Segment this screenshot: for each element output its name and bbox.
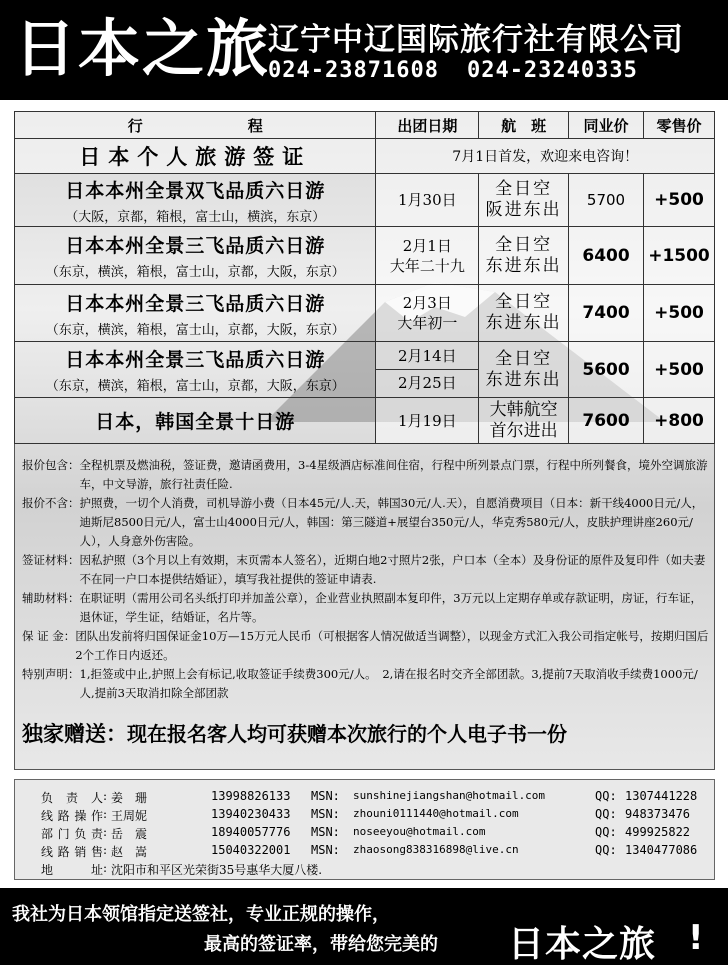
contact-qq: 499925822: [625, 825, 691, 839]
tour-route: 东进东出: [485, 369, 562, 390]
included-text: 全程机票及燃油税，签证费，邀请函费用，3-4星级酒店标准间住宿，行程中所列景点门票，行程中所列餐食，境外空调旅游车，中文导游，旅行社责任险.: [79, 458, 708, 491]
contact-phone: 18940057776: [211, 825, 291, 839]
notes-text: 1,拒签或中止,护照上会有标记,收取签证手续费300元/人。 2,请在报名时交齐全部团款。3,提前7天取消收手续费1000元/人,提前3天取消扣除全部团款: [79, 667, 698, 700]
notes-label: 特别声明：: [22, 667, 80, 681]
tour-date: 2月14日: [376, 343, 478, 370]
tour-airline: 全日空: [495, 179, 553, 199]
visa-materials-row: [22, 551, 710, 589]
contact-msn: zhaosong838316898@live.cn: [353, 843, 519, 856]
table-header-row: [15, 112, 715, 139]
tour-retail-price: +800: [654, 410, 704, 431]
tour-retail-price: +1500: [648, 245, 710, 266]
itinerary-table: [14, 111, 715, 444]
notes-row: [22, 665, 710, 703]
visa-row: [15, 139, 715, 174]
header-peer-price: 同业价: [569, 112, 644, 139]
contact-qq: 948373476: [625, 807, 691, 821]
address-label: 地 址: [41, 863, 103, 877]
header-retail-price: 零售价: [643, 112, 714, 139]
tour-row: [15, 227, 715, 285]
visa-materials-text: 因私护照（3个月以上有效期，末页需本人签名），近期白地2寸照片2张，户口本（全本）及身份证的原件及复印件（如夫妻不在同一户口本提供结婚证），填写我社提供的签证申请表.: [79, 553, 706, 586]
gift-banner: [22, 718, 712, 748]
header-route: 行 程: [15, 112, 376, 139]
contact-phone: 15040322001: [211, 843, 291, 857]
info-section: [22, 456, 710, 703]
footer-banner: [0, 888, 728, 965]
contact-msn: zhouni0111440@hotmail.com: [353, 807, 519, 820]
contact-qq: 1340477086: [625, 843, 698, 857]
tour-date-2: 2月25日: [398, 373, 457, 392]
tour-cities: （东京，横滨，箱根，富士山，京都，大阪，东京）: [45, 379, 345, 394]
deposit-row: [22, 627, 710, 665]
footer-exclamation: !: [688, 918, 704, 958]
tour-date-note: 大年初一: [397, 314, 458, 332]
header-date: 出团日期: [376, 112, 479, 139]
contact-qq: 1307441228: [625, 789, 698, 803]
tour-date: 2月1日: [402, 236, 452, 255]
address-text: 沈阳市和平区光荣街35号惠华大厦八楼.: [111, 863, 323, 877]
tour-retail-price: +500: [654, 359, 704, 380]
tour-route: 东进东出: [485, 313, 562, 333]
gift-label: 独家赠送：: [22, 722, 127, 746]
tour-title: 日本本州全景双飞品质六日游: [65, 179, 326, 202]
excluded-label: 报价不含：: [22, 496, 80, 510]
tour-cities: （东京，横滨，箱根，富士山，京都，大阪，东京）: [45, 265, 345, 280]
excluded-row: [22, 494, 710, 551]
tour-airline: 全日空: [495, 348, 553, 369]
tour-route: 阪进东出: [485, 200, 562, 220]
tour-row: [15, 285, 715, 342]
footer-line-2: 最高的签证率，带给您完美的: [204, 934, 438, 955]
tour-date: 1月30日: [398, 191, 457, 209]
tour-route: 东进东出: [485, 255, 562, 276]
tour-airline: 全日空: [495, 234, 553, 255]
gift-text: 现在报名客人均可获赠本次旅行的个人电子书一份: [127, 722, 567, 746]
contact-phone: 13998826133: [211, 789, 291, 803]
footer-line-1: 我社为日本领馆指定送签社，专业正规的操作，: [12, 904, 390, 925]
included-label: 报价包含：: [22, 458, 80, 472]
header-phones: [268, 58, 666, 83]
header-flight: 航 班: [479, 112, 569, 139]
tour-peer-price: 5700: [586, 191, 626, 209]
included-row: [22, 456, 710, 494]
tour-peer-price: 6400: [582, 245, 630, 266]
tour-row: [15, 398, 715, 444]
tour-title: 日本本州全景三飞品质六日游: [65, 292, 326, 315]
deposit-text: 团队出发前将归国保证金10万—15万元人民币（可根据客人情况做适当调整），以现金方式汇入我公司指定帐号，按期归国后2个工作日内返还。: [75, 629, 709, 662]
phone-1: 024-23871608: [268, 58, 439, 83]
tour-cities: （东京，横滨，箱根，富士山，京都，大阪，东京）: [45, 322, 345, 338]
tour-airline: 大韩航空: [489, 399, 558, 420]
contact-phone: 13940230433: [211, 807, 291, 821]
tour-cities: （大阪，京都，箱根，富士山，横滨，东京）: [65, 209, 326, 225]
aux-materials-label: 辅助材料：: [22, 591, 80, 605]
tour-peer-price: 7600: [582, 410, 630, 431]
phone-2: 024-23240335: [466, 58, 638, 83]
tour-title: 日本本州全景三飞品质六日游: [65, 349, 326, 371]
tour-retail-price: +500: [654, 303, 704, 323]
tour-peer-price: 7400: [582, 303, 630, 323]
excluded-text: 护照费，一切个人消费，司机导游小费（日本45元/人.天，韩国30元/人.天），自愿消费项目（日本：新干线4000日元/人，迪斯尼8500日元/人，富士山4000日元/人，韩国：第三隧道+展望台350元/人，华克秀580元/人，皮肤护理讲座260元/人），人身意外伤害险。: [79, 496, 704, 548]
brand-title: 日本之旅: [14, 12, 271, 85]
tour-title: 日本，韩国全景十日游: [95, 411, 296, 433]
company-name: 辽宁中辽国际旅行社有限公司: [268, 22, 684, 58]
contacts-box: 负责人 : 姜 珊 13998826133 MSN: sunshinejiangshan@hotmail.com QQ: 1307441228 线路操作 : 王周妮 13940230433 MSN: zhouni0111440@hotmail.com QQ: 948373476 部门负责 : 岳 震 18940057776 MSN: noseeyou@hotmail.com QQ: 499925822 线路销售 : 赵 嵩 15040322001 MSN: zhaosong838316898@live.cn QQ: 1340477086 地 址 : 沈阳市和平区光荣街35号惠华大厦八楼.: [14, 779, 715, 880]
footer-brand: 日本之旅: [508, 924, 657, 965]
tour-row: [15, 342, 715, 398]
tour-retail-price: +500: [654, 190, 704, 210]
contact-msn: sunshinejiangshan@hotmail.com: [353, 789, 546, 802]
deposit-label: 保 证 金：: [22, 629, 76, 643]
aux-materials-row: [22, 589, 710, 627]
header-banner: [0, 0, 728, 100]
visa-materials-label: 签证材料：: [22, 553, 80, 567]
tour-title: 日本本州全景三飞品质六日游: [65, 235, 326, 257]
contact-msn: noseeyou@hotmail.com: [353, 825, 486, 838]
tour-date-note: 大年二十九: [389, 256, 465, 275]
tour-airline: 全日空: [495, 292, 553, 312]
tour-route: 首尔进出: [489, 420, 558, 441]
tour-row: [15, 174, 715, 227]
tour-date: 2月3日: [402, 294, 452, 312]
visa-title: 日本个人旅游签证: [79, 145, 312, 169]
tour-date: 1月19日: [398, 411, 457, 430]
aux-materials-text: 在职证明（需用公司名头纸打印并加盖公章），企业营业执照副本复印件，3万元以上定期存单或存款证明，房证，行车证，退休证，学生证，结婚证，名片等。: [79, 591, 703, 624]
visa-notice: 7月1日首发，欢迎来电咨询！: [452, 149, 639, 165]
tour-peer-price: 5600: [582, 359, 630, 380]
